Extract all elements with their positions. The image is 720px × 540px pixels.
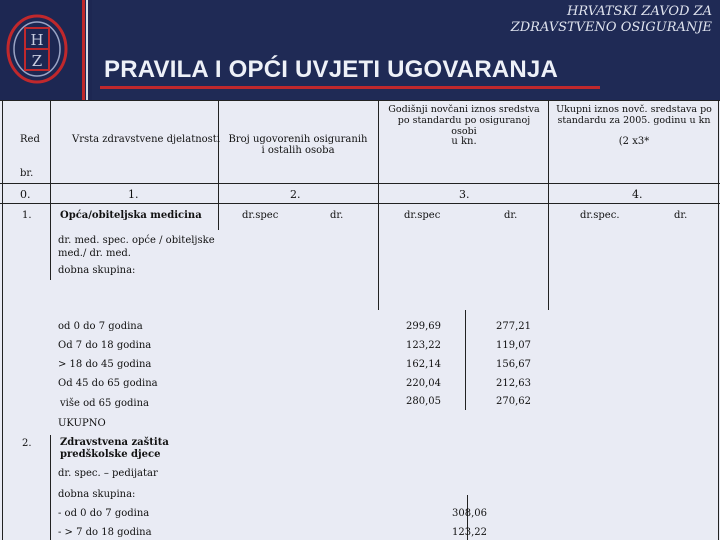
col-number-1: 1. xyxy=(128,188,139,201)
age-row-dr-value: 156,67 xyxy=(496,359,531,370)
age-row-dr-value: 212,63 xyxy=(496,378,531,389)
header-activity: Vrsta zdravstvene djelatnosti xyxy=(72,134,221,145)
age-row-label: - od 0 do 7 godina xyxy=(58,508,150,519)
age-row-label: Od 7 do 18 godina xyxy=(58,340,152,351)
svg-text:Z: Z xyxy=(31,52,43,70)
hzzo-emblem-icon xyxy=(6,14,68,84)
age-row-spec-value: 220,04 xyxy=(406,378,441,389)
subheader-col2-spec: dr.spec xyxy=(242,210,279,221)
red-divider-vertical xyxy=(82,0,85,102)
table-col-line xyxy=(218,100,219,230)
age-row-label: od 0 do 7 godina xyxy=(58,321,143,332)
subheader-col4-spec: dr.spec. xyxy=(580,210,620,221)
red-divider-horizontal xyxy=(100,86,600,89)
header-annual-unit: u kn. xyxy=(451,136,477,147)
age-row-dr-value: 277,21 xyxy=(496,321,531,332)
table-row-line xyxy=(0,203,720,204)
age-row-value: 123,22 xyxy=(452,527,487,538)
table-col-line xyxy=(548,100,549,310)
age-row-label: više od 65 godina xyxy=(60,398,150,409)
subheader-col3-spec: dr.spec xyxy=(404,210,441,221)
section-name: Zdravstvena zaštita predškolske djece xyxy=(60,437,169,460)
svg-text:H: H xyxy=(30,31,44,49)
table-col-line xyxy=(718,100,719,540)
total-label: UKUPNO xyxy=(58,418,106,429)
age-row-dr-value: 270,62 xyxy=(496,396,531,407)
col-number-4: 4. xyxy=(632,188,643,201)
table-col-line xyxy=(2,100,3,540)
subheader-col4-dr: dr. xyxy=(674,210,688,221)
age-row-spec-value: 162,14 xyxy=(406,359,441,370)
section-description: dr. spec. – pedijatar xyxy=(58,468,158,479)
section-description: dr. med. spec. opće / obiteljske med./ dr. med. xyxy=(58,235,215,259)
table-border-top xyxy=(0,100,720,101)
contract-table xyxy=(0,100,720,540)
section-number: 2. xyxy=(22,438,32,449)
age-row-spec-value: 299,69 xyxy=(406,321,441,332)
subheader-col3-dr: dr. xyxy=(504,210,518,221)
org-line-1: HRVATSKI ZAVOD ZA xyxy=(567,4,712,19)
white-divider-vertical xyxy=(86,0,88,102)
age-row-label: Od 45 do 65 godina xyxy=(58,378,158,389)
col-number-3: 3. xyxy=(459,188,470,201)
page-title: PRAVILA I OPĆI UVJETI UGOVARANJA xyxy=(104,56,559,83)
table-col-line xyxy=(465,310,466,410)
org-line-2: ZDRAVSTVENO OSIGURANJE xyxy=(510,20,712,35)
section-number: 1. xyxy=(22,210,32,221)
table-col-line xyxy=(378,100,379,310)
col-number-0: 0. xyxy=(20,188,31,201)
col-number-2: 2. xyxy=(290,188,301,201)
subheader-col2-dr: dr. xyxy=(330,210,344,221)
section-name: Opća/obiteljska medicina xyxy=(60,210,202,221)
age-row-label: - > 7 do 18 godina xyxy=(58,527,152,538)
organization-name xyxy=(511,4,712,36)
table-row-line xyxy=(0,183,720,184)
header-annual-amount: Godišnji novčani iznos sredstva po standardu po osiguranoj osobi xyxy=(388,104,540,137)
header-total-formula: (2 x3* xyxy=(618,136,650,147)
age-group-label: dobna skupina: xyxy=(58,265,136,276)
age-row-label: > 18 do 45 godina xyxy=(58,359,152,370)
age-row-value: 308,06 xyxy=(452,508,487,519)
age-row-dr-value: 119,07 xyxy=(496,340,531,351)
age-row-spec-value: 123,22 xyxy=(406,340,441,351)
table-col-line xyxy=(50,100,51,280)
header-br: br. xyxy=(20,168,34,179)
age-group-label: dobna skupina: xyxy=(58,489,136,500)
header-insured-count: Broj ugovorenih osiguranih i ostalih osoba xyxy=(228,134,368,156)
table-col-line xyxy=(50,435,51,540)
age-row-spec-value: 280,05 xyxy=(406,396,441,407)
header-total-amount: Ukupni iznos novč. sredstava po standardu za 2005. godinu u kn xyxy=(556,104,712,126)
header-red: Red xyxy=(20,134,40,145)
